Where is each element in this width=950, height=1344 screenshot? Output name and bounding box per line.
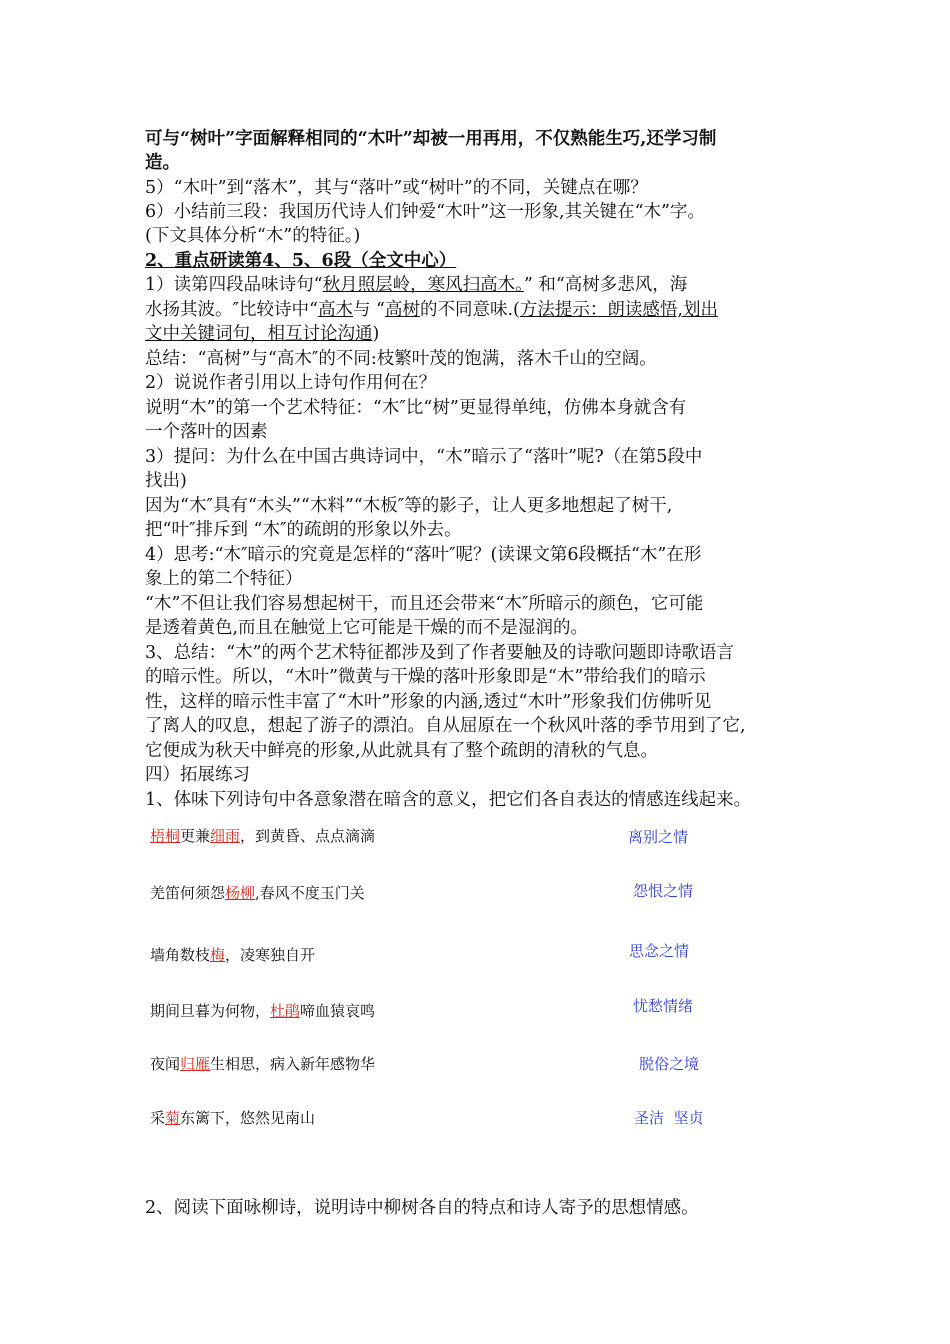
text-line: 造。 xyxy=(145,153,180,173)
emotion-label: 思念之情 xyxy=(629,942,690,960)
text-line: 性，这样的暗示性丰富了“木叶”形象的内涵,透过“木叶”形象我们仿佛听见 xyxy=(145,692,712,712)
image-keyword: 杜鹃 xyxy=(270,1002,301,1020)
text-line: “木”不但让我们容易想起树干，而且还会带来“木″所暗示的颜色，它可能 xyxy=(145,594,704,614)
text-line: 3、总结：“木”的两个艺术特征都涉及到了作者要触及的诗歌问题即诗歌语言 xyxy=(145,643,735,663)
text-line: 它便成为秋天中鲜亮的形象,从此就具有了整个疏朗的清秋的气息。 xyxy=(145,741,659,761)
image-keyword: 梅 xyxy=(210,946,226,964)
text-line: 象上的第二个特征） xyxy=(145,569,303,589)
text-line: 总结：“高树”与“高木″的不同:枝繁叶茂的饱满，落木千山的空阔。 xyxy=(145,349,657,369)
poem-line: 采菊东篱下，悠然见南山 xyxy=(150,1109,316,1127)
method-hint: 方法提示：朗读感悟,划出 xyxy=(519,300,718,320)
image-keyword: 杨柳 xyxy=(225,884,256,902)
exercise-instruction: 2、阅读下面咏柳诗，说明诗中柳树各自的特点和诗人寄予的思想情感。 xyxy=(145,1198,699,1218)
underlined-word: 高木 xyxy=(317,300,353,320)
exercise-instruction: 1、体味下列诗句中各意象潜在暗含的意义，把它们各自表达的情感连线起来。 xyxy=(145,790,752,810)
text-line: 可与“树叶”字面解释相同的“木叶”却被一用再用，不仅熟能生巧,还学习制 xyxy=(145,129,717,149)
underlined-word: 高树 xyxy=(385,300,420,320)
text-line: 说明“木”的第一个艺术特征：“木″比“树”更显得单纯，仿佛本身就含有 xyxy=(145,398,687,418)
image-keyword: 梧桐 xyxy=(150,827,181,845)
section-heading: 四）拓展练习 xyxy=(145,765,250,785)
emotion-label: 圣洁 坚贞 xyxy=(634,1109,704,1127)
emotion-label: 忧愁情绪 xyxy=(633,997,694,1015)
image-keyword: 细雨 xyxy=(210,827,241,845)
poem-line: 羌笛何须怨杨柳,春风不度玉门关 xyxy=(150,884,365,902)
text-line: 1）读第四段品味诗句“秋月照层岭，寒风扫高木。” 和“高树多悲风，海 xyxy=(145,275,688,295)
text-line: 因为“木″具有“木头”“木料”“木板″等的影子，让人更多地想起了树干, xyxy=(145,496,673,516)
poem-line: 期间旦暮为何物，杜鹃啼血猿哀鸣 xyxy=(150,1002,376,1020)
image-keyword: 归雁 xyxy=(180,1055,211,1073)
poem-line: 夜闻归雁生相思，病入新年感物华 xyxy=(150,1055,376,1073)
text-line: 4）思考:“木″暗示的究竟是怎样的“落叶″呢？(读课文第6段概括“木”在形 xyxy=(145,545,702,565)
text-line: 6）小结前三段：我国历代诗人们钟爱“木叶”这一形象,其关键在“木”字。 xyxy=(145,202,705,222)
text-line: 是透着黄色,而且在触觉上它可能是干燥的而不是湿润的。 xyxy=(145,618,589,638)
text-line: 的暗示性。所以，“木叶”微黄与干燥的落叶形象即是“木”带给我们的暗示 xyxy=(145,667,706,687)
text-line: 文中关键词句，相互讨论沟通) xyxy=(145,324,380,344)
underlined-verse: 秋月照层岭，寒风扫高木。 xyxy=(322,275,524,295)
text-line: 了离人的叹息，想起了游子的漂泊。自从屈原在一个秋风叶落的季节用到了它, xyxy=(145,716,746,736)
emotion-label: 怨恨之情 xyxy=(633,882,694,900)
text-line: 水扬其波。″比较诗中“高木与 “高树的不同意味.(方法提示：朗读感悟,划出 xyxy=(145,300,718,320)
image-keyword: 菊 xyxy=(165,1109,181,1127)
emotion-label: 离别之情 xyxy=(628,828,689,846)
method-hint: 文中关键词句，相互讨论沟通 xyxy=(145,324,373,344)
text-line: 把“叶″排斥到 “木″的疏朗的形象以外去。 xyxy=(145,520,462,540)
emotion-label: 脱俗之境 xyxy=(639,1055,700,1073)
text-line: 5）“木叶”到“落木”，其与“落叶”或“树叶”的不同，关键点在哪？ xyxy=(145,178,648,198)
poem-line: 梧桐更兼细雨，到黄昏、点点滴滴 xyxy=(150,827,376,845)
poem-line: 墙角数枝梅，凌寒独自开 xyxy=(150,946,316,964)
text-line: 3）提问：为什么在中国古典诗词中，“木”暗示了“落叶”呢?（在第5段中 xyxy=(145,447,703,467)
text-line: 一个落叶的因素 xyxy=(145,422,268,442)
text-line: 找出) xyxy=(145,471,187,491)
text-line: 2）说说作者引用以上诗句作用何在？ xyxy=(145,373,437,393)
text-line: (下文具体分析“木”的特征。) xyxy=(145,226,361,246)
section-heading: 2、重点研读第4、5、6段（全文中心） xyxy=(145,251,457,271)
